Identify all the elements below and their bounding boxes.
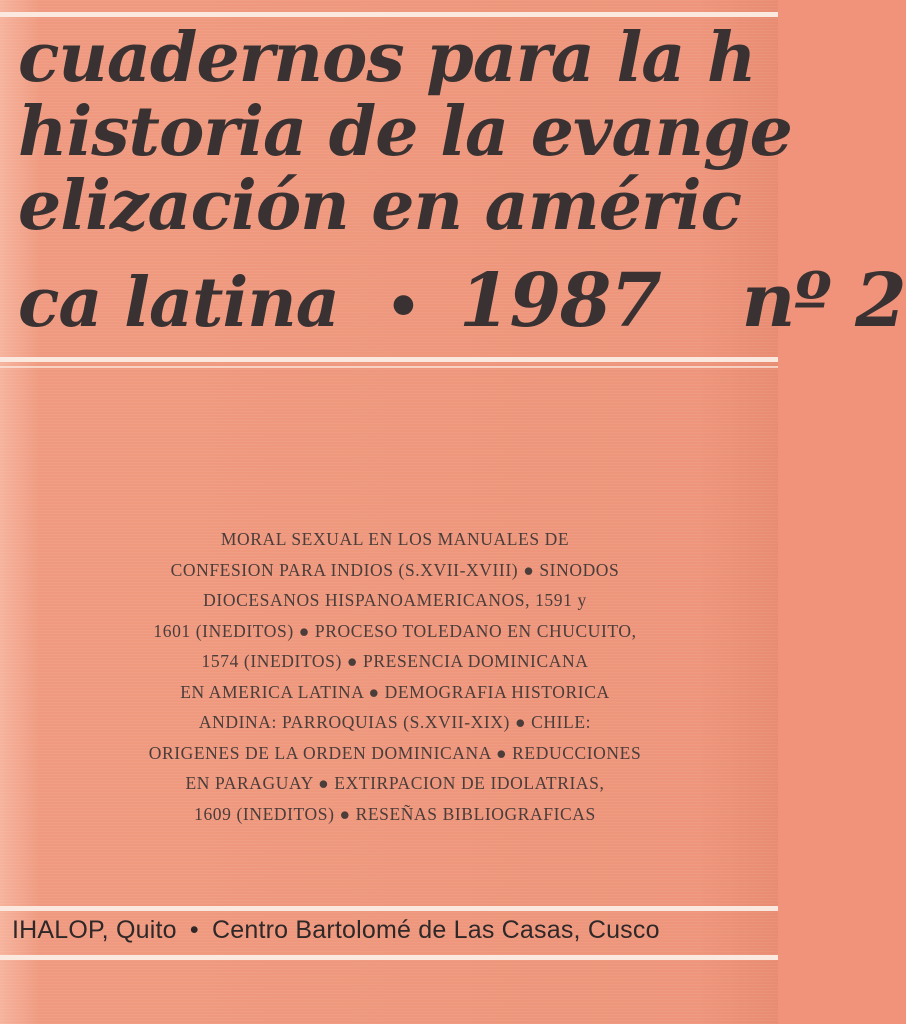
issue-number: nº 2 bbox=[741, 258, 906, 344]
contents-line: ANDINA: PARROQUIAS (S.XVII-XIX) ● CHILE: bbox=[198, 712, 592, 732]
contents-line: MORAL SEXUAL EN LOS MANUALES DE bbox=[220, 529, 570, 549]
contents-line: EN AMERICA LATINA ● DEMOGRAFIA HISTORICA bbox=[180, 681, 610, 702]
title-bottom-rule-thin bbox=[0, 366, 778, 368]
publisher-cusco: Centro Bartolomé de Las Casas, Cusco bbox=[212, 916, 660, 944]
title-line-2: historia de la evange bbox=[18, 92, 792, 172]
contents-line: 1574 (INEDITOS) ● PRESENCIA DOMINICANA bbox=[201, 651, 589, 671]
title-line-4 bbox=[18, 256, 906, 352]
publisher-quito: IHALOP, Quito bbox=[12, 916, 177, 944]
title-line-4-text: ca latina bbox=[18, 263, 339, 343]
contents-list bbox=[95, 524, 695, 829]
top-rule bbox=[0, 12, 778, 17]
footer-bottom-rule bbox=[0, 955, 778, 960]
contents-line: ORIGENES DE LA ORDEN DOMINICANA ● REDUCCIONES bbox=[148, 742, 642, 763]
publisher-separator: • bbox=[189, 916, 199, 944]
title-line-3: elización en améric bbox=[18, 166, 742, 246]
footer-top-rule bbox=[0, 906, 778, 911]
title-bottom-rule bbox=[0, 357, 778, 362]
title-line-1: cuadernos para la h bbox=[18, 18, 756, 98]
contents-line: EN PARAGUAY ● EXTIRPACION DE IDOLATRIAS, bbox=[185, 773, 605, 793]
contents-line: 1601 (INEDITOS) ● PROCESO TOLEDANO EN CHUCUITO, bbox=[153, 620, 637, 641]
title-separator: • bbox=[385, 274, 421, 340]
year: 1987 bbox=[458, 258, 661, 344]
contents-line: DIOCESANOS HISPANOAMERICANOS, 1591 y bbox=[203, 590, 587, 610]
publisher-line bbox=[12, 916, 778, 945]
contents-line: CONFESION PARA INDIOS (S.XVII-XVIII) ● SINODOS bbox=[170, 559, 620, 580]
contents-line: 1609 (INEDITOS) ● RESEÑAS BIBLIOGRAFICAS bbox=[194, 803, 596, 824]
